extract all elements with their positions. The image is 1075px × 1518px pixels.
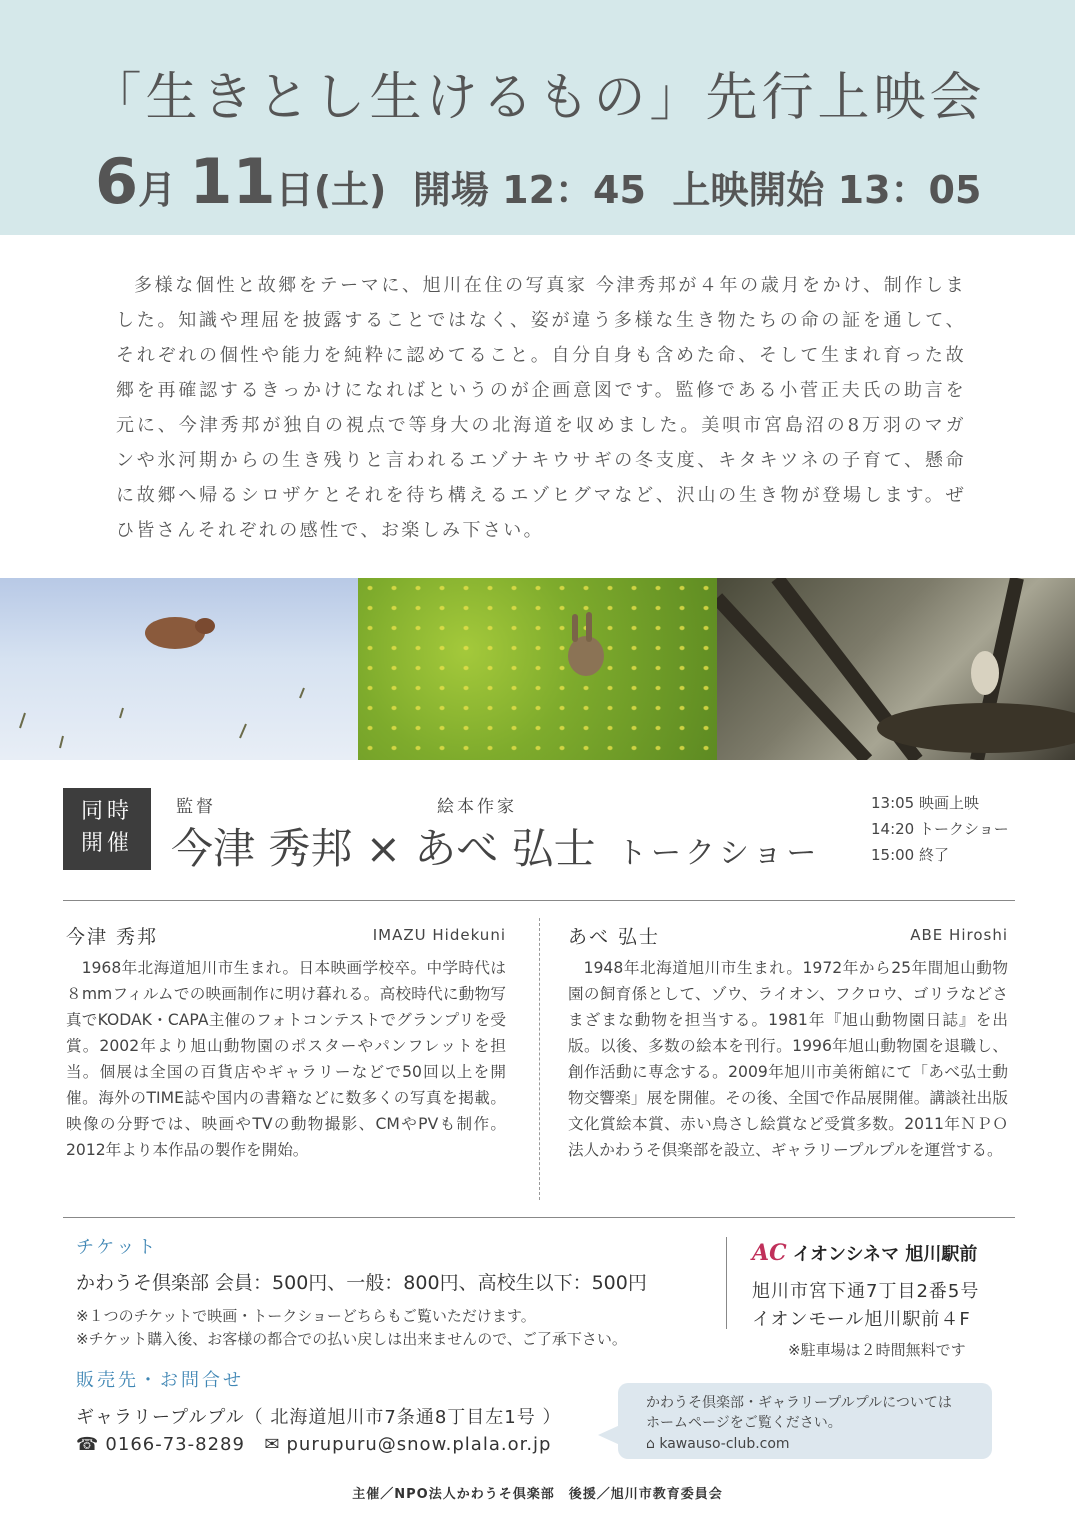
contact-line [76,1434,557,1455]
bio-name: あべ 弘士 [568,926,661,948]
bio-imazu [66,922,506,1163]
bio-name: 今津 秀邦 [66,926,159,948]
callout-line1: かわうそ倶楽部・ギャラリープルプルについては [646,1395,952,1411]
bio-abe [568,922,1008,1163]
nest-illustration [717,578,1075,760]
badge-line1: 同時 [80,799,133,824]
badge-line2: 開催 [80,831,133,856]
cinema-logo [752,1240,977,1266]
cinema-logo-mark: AC [752,1240,787,1266]
schedule-item: 15:00 終了 [871,846,949,864]
role-director: 監督 [176,797,216,817]
ticket-note: ※１つのチケットで映画・トークショーどちらもご覧いただけます。 [76,1307,536,1325]
photo-strip [0,578,1075,760]
date-day: 11 [189,145,276,218]
date-day-unit: 日 [275,168,314,212]
date-month: 6 [95,145,139,218]
cross-symbol: × [365,824,401,873]
ticket-price: かわうそ倶楽部 会員：500円、一般：800円、高校生以下：500円 [76,1272,647,1294]
homepage-callout [618,1383,992,1459]
callout-line2: ホームページをご覧ください。 [646,1415,842,1431]
ticket-note: ※チケット購入後、お客様の都合での払い戻しは出来ませんので、ご了承下さい。 [76,1330,627,1348]
homepage-link[interactable] [646,1434,992,1454]
guest-name-abe: あべ 弘士 [414,824,596,873]
date-weekday: (土) [313,168,387,212]
hare-illustration [358,578,716,760]
divider [63,1217,1015,1218]
photo-eagle-nest [717,578,1075,760]
event-schedule [871,790,1009,868]
talk-show-section [63,788,1013,898]
photo-hare-in-grass [358,578,716,760]
parking-note: ※駐車場は２時間無料です [788,1341,966,1359]
gallery-address: ギャラリープルプル（ 北海道旭川市7条通8丁目左1号 ） [76,1407,562,1428]
guest-names [171,816,820,876]
cinema-name: イオンシネマ 旭川駅前 [792,1244,978,1265]
start-label: 上映開始 [672,168,825,212]
phone-number[interactable]: 0166-73-8289 [105,1434,245,1455]
venue-address: 旭川市宮下通7丁目2番5号 [752,1281,980,1302]
open-label: 開場 [412,168,489,212]
bio-text: 1968年北海道旭川市生まれ。日本映画学校卒。中学時代は８mmフィルムでの映画制作に明け暮れる。高校時代に動物写真でKODAK・CAPA主催のフォトコンテストでグランプリを受賞。2002年より旭山動物園のポスターやパンフレットを担当。個展は全国の百貨店やギャラリーなどで50回以上を開催。海外のTIME誌や国内の書籍などに数多くの写真を掲載。映像の分野では、映画やTVの動物撮影、CMやPVも制作。2012年より本作品の製作を開始。 [66,959,506,1159]
venue-divider [726,1237,727,1329]
footer-credits: 主催／NPO法人かわうそ倶楽部 後援／旭川市教育委員会 [352,1487,723,1502]
simultaneous-event-badge [63,788,151,870]
page-title: 「生きとし生けるもの」先行上映会 [89,68,986,128]
phone-icon: ☎ [76,1434,100,1455]
photo-fox-in-snow [0,578,358,760]
date-time-line [95,145,981,218]
bio-text: 1948年北海道旭川市生まれ。1972年から25年間旭山動物園の飼育係として、ゾウ、ライオン、フクロウ、ゴリラなどさまざまな動物を担当する。1981年『旭山動物園日誌』を出版。以後、多数の絵本を刊行。1996年旭山動物園を退職し、創作活動に専念する。2009年旭川市美術館にて「あべ弘士動物交響楽」展を開催。その後、全国で作品展開催。講談社出版文化賞絵本賞、赤い鳥さし絵賞など受賞多数。2011年ＮＰＯ法人かわうそ倶楽部を設立、ギャラリープルプルを運営する。 [568,959,1008,1159]
role-picture-book-author: 絵本作家 [437,797,517,817]
bio-roman-name: ABE Hiroshi [910,926,1008,944]
ticket-heading: チケット [76,1237,159,1258]
divider [63,900,1015,901]
start-time: 13：05 [837,168,982,212]
date-month-unit: 月 [138,168,177,212]
guest-name-imazu: 今津 秀邦 [171,824,353,873]
fox-illustration [0,578,358,760]
home-icon: ⌂ [646,1436,655,1452]
open-time: 12：45 [502,168,646,212]
email-address[interactable]: purupuru@snow.plala.or.jp [286,1434,552,1455]
schedule-item: 14:20 トークショー [871,820,1009,838]
sales-heading: 販売先・お問合せ [76,1370,244,1391]
header-band [0,0,1075,235]
schedule-item: 13:05 映画上映 [871,794,979,812]
bio-divider [539,918,540,1200]
homepage-url[interactable]: kawauso-club.com [659,1436,790,1452]
intro-text: 多様な個性と故郷をテーマに、旭川在住の写真家 今津秀邦が４年の歳月をかけ、制作しました。知識や理屈を披露することではなく、姿が違う多様な生き物たちの命の証を通して、それぞれの個性や能力を純粋に認めてること。自分自身も含めた命、そして生まれ育った故郷を再確認するきっかけになればというのが企画意図です。監修である小菅正夫氏の助言を元に、今津秀邦が独自の視点で等身大の北海道を収めました。美唄市宮島沼の8万羽のマガンや氷河期からの生き残りと言われるエゾナキウサギの冬支度、キタキツネの子育て、懸命に故郷へ帰るシロザケとそれを待ち構えるエゾヒグマなど、沢山の生き物が登場します。ぜひ皆さんそれぞれの感性で、お楽しみ下さい。 [116,275,966,541]
mail-icon: ✉ [264,1434,281,1455]
venue-building: イオンモール旭川駅前４F [752,1309,971,1330]
talk-show-label: トークショー [617,836,821,871]
bio-roman-name: IMAZU Hidekuni [372,926,506,944]
